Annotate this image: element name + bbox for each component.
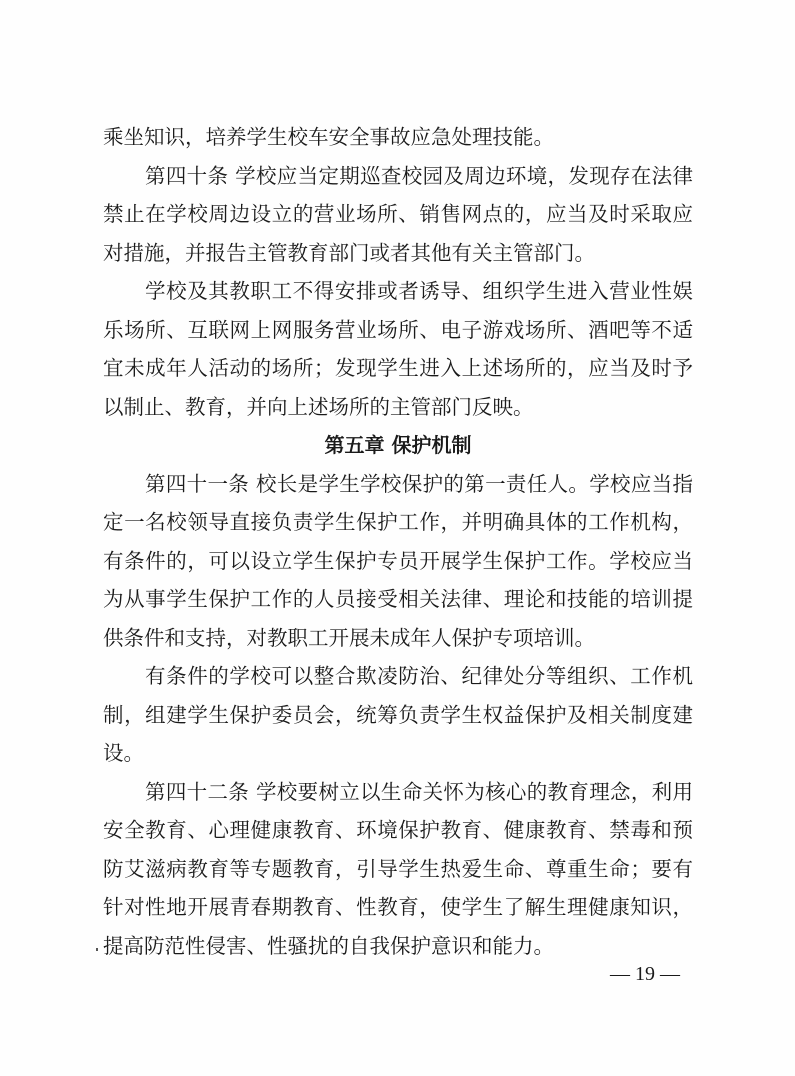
text-line: 宜未成年人活动的场所；发现学生进入上述场所的，应当及时予 — [103, 356, 693, 380]
text-line: 为从事学生保护工作的人员接受相关法律、理论和技能的培训提 — [103, 587, 693, 611]
text-line: 设。 — [103, 741, 144, 765]
text-line: 有条件的，可以设立学生保护专员开展学生保护工作。学校应当 — [103, 548, 693, 573]
paragraph-start-line: 有条件的学校可以整合欺凌防治、纪律处分等组织、工作机 — [145, 664, 693, 688]
text-line: 制，组建学生保护委员会，统筹负责学生权益保护及相关制度建 — [103, 702, 693, 727]
article-40-line: 第四十条 学校应当定期巡查校园及周边环境，发现存在法律 — [145, 163, 693, 188]
scan-mark — [96, 948, 98, 951]
text-line: 安全教育、心理健康教育、环境保护教育、健康教育、禁毒和预 — [103, 818, 693, 842]
text-line: 供条件和支持，对教职工开展未成年人保护专项培训。 — [103, 625, 595, 650]
page-number: — 19 — — [610, 963, 680, 985]
text-line: 乐场所、互联网上网服务营业场所、电子游戏场所、酒吧等不适 — [103, 317, 693, 342]
paragraph-start-line: 学校及其教职工不得安排或者诱导、组织学生进入营业性娱 — [145, 279, 693, 303]
body-text — [103, 118, 693, 965]
text-line: 乘坐知识，培养学生校车安全事故应急处理技能。 — [103, 125, 554, 149]
text-line: 以制止、教育，并向上述场所的主管部门反映。 — [103, 394, 534, 419]
chapter-heading: 第五章 保护机制 — [324, 433, 472, 457]
article-41-line: 第四十一条 校长是学生学校保护的第一责任人。学校应当指 — [145, 471, 693, 496]
text-line: 对措施，并报告主管教育部门或者其他有关主管部门。 — [103, 240, 595, 265]
article-42-line: 第四十二条 学校要树立以生命关怀为核心的教育理念，利用 — [145, 779, 693, 804]
text-line: 禁止在学校周边设立的营业场所、销售网点的，应当及时采取应 — [103, 202, 693, 226]
text-line: 针对性地开展青春期教育、性教育，使学生了解生理健康知识， — [103, 895, 693, 919]
text-line: 防艾滋病教育等专题教育，引导学生热爱生命、尊重生命；要有 — [103, 856, 693, 881]
text-line: 定一名校领导直接负责学生保护工作，并明确具体的工作机构， — [103, 510, 693, 534]
text-line: 提高防范性侵害、性骚扰的自我保护意识和能力。 — [103, 933, 554, 958]
